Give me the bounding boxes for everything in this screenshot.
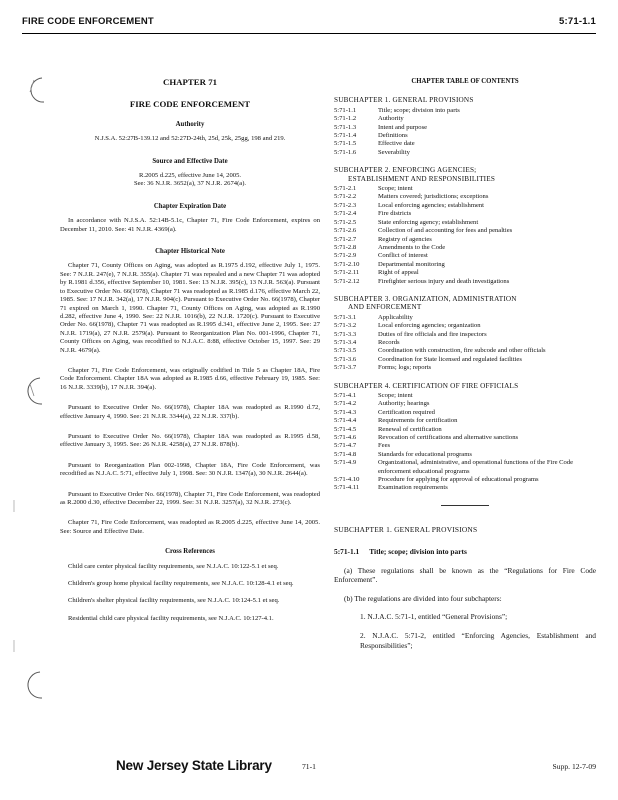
toc-entry[interactable] [334,339,596,347]
expiration-heading: Chapter Expiration Date [153,202,227,210]
toc-entry-title: Fees [378,442,391,450]
toc-entry-title: Firefighter serious injury and death investigations [378,277,510,285]
toc-entry-title: Revocation of certifications and alternative sanctions [378,434,519,442]
table-of-contents [334,96,596,492]
toc-entry-number: 5:71-1.2 [334,115,357,123]
toc-entry-number: 5:71-4.2 [334,400,357,408]
toc-entry-number: 5:71-4.3 [334,408,357,416]
toc-entry-number: 5:71-4.1 [334,392,357,399]
toc-entry[interactable] [334,484,596,492]
toc-entry-title: Effective date [378,140,415,148]
toc-entry[interactable] [334,476,596,484]
header-rule [22,33,596,34]
toc-entry-number: 5:71-3.5 [334,347,357,355]
toc-entry-title: Departmental monitoring [378,260,445,268]
toc-entry[interactable] [334,417,596,425]
supplement-date: Supp. 12-7-09 [552,762,596,771]
toc-entry-title: Coordination for State licensed and regulated facilities [378,355,522,363]
toc-entry-title: Local enforcing agencies; establishment [378,201,485,209]
toc-entry-number: 5:71-2.8 [334,243,357,251]
toc-subchapter-heading [334,295,596,312]
toc-entry-number: 5:71-1.6 [334,148,357,156]
body-subchapter-heading: SUBCHAPTER 1. GENERAL PROVISIONS [334,524,478,534]
toc-entry-title: Intent and purpose [378,123,428,131]
toc-entry-number: 5:71-4.9 [334,459,357,467]
toc-entry-title: Title; scope; division into parts [378,106,460,114]
toc-entry[interactable] [334,107,596,115]
history-paragraph: Pursuant to Executive Order No. 66(1978), Chapter 18A was readopted as R.1995 d.58, effective January 3, 1995. See: 26 N.J.R. 4258(a), 27 N.J.R. 878(b). [60,432,320,449]
toc-entry-number: 5:71-3.7 [334,364,357,372]
history-paragraph: Pursuant to Executive Order No. 66(1978), Chapter 71, Fire Code Enforcement, was readopted as R.2000 d.30, effective December 22, 1999. See: 31 N.J.R. 3257(a), 32 N.J.R. 273(c). [60,490,320,506]
toc-entry-title: Scope; intent [378,392,413,399]
source-heading: Source and Effective Date [152,157,228,165]
toc-entry-title: Scope; intent [378,185,413,193]
toc-entry[interactable] [334,124,596,132]
toc-entry-title: Matters covered; jurisdictions; exceptions [378,193,489,201]
cross-reference-item: Children's shelter physical facility requirements, see N.J.A.C. 10:124-5.1 et seq. [68,597,280,605]
toc-entry-number: 5:71-4.6 [334,434,357,442]
history-paragraph: Pursuant to Reorganization Plan 002-1998, Chapter 18A, Fire Code Enforcement, was recodified as N.J.A.C. 5:71, effective July 1, 1998. See: 30 N.J.R. 1347(a), 30 N.J.R. 2644(a). [60,461,320,478]
toc-entry-title: Renewal of certification [378,425,442,433]
toc-entry-number: 5:71-2.2 [334,193,357,201]
toc-entry-title: Authority [378,115,404,123]
toc-subchapter-heading-line: SUBCHAPTER 4. CERTIFICATION OF FIRE OFFICIALS [334,381,519,390]
toc-subchapter-heading [334,382,596,390]
history-paragraph: Chapter 71, Fire Code Enforcement, was originally codified in Title 5 as Chapter 18A, Fire Code Enforcement. Chapter 18A was adopted as R.1985 d.66, effective February 19, 1985. See: 16 N.J.R. 3339(b), 17 N.J.R. 394(a). [60,366,320,391]
toc-entry[interactable] [334,356,596,364]
history-paragraph: Chapter 71, County Offices on Aging, was adopted as R.1975 d.192, effective July 1, 1975. See: 7 N.J.R. 247(e), 7 N.J.R. 355(a). Chapter 71 was repealed and a new Chapter 71 was adopted by R.1981 d.356, effective September 10, 1981. See: 13 N.J.R. 395(c), 13 N.J.R. 563(a). Pursuant to Executive Order No. 66(1978), Chapter 71 was readopted as R.1985 d.176, effective March 22, 1985. See: 17 N.J.R. 342(a), 17 N.J.R. 904(c). Pursuant to Executive Order No. 66(1978), Chapter 71 expired on March 1, 1990. Chapter 71, County Offices on Aging, was adopted as R.1990 d.282, effective June 4, 1990. See: 22 N.J.R. 1016(b), 22 N.J.R. 1720(c). Pursuant to Executive Order No. 66(1978), Chapter 71 was readopted as R.1995 d.341, effective June 2, 1995. See: 27 N.J.R. 1719(a), 27 N.J.R. 2579(a). Pursuant to Reorganization Plan No. 001-1996, Chapter 71, County Offices on Aging, was recodified to N.J.A.C. 8:88, effective October 15, 1997. See: 29 N.J.R. 4679(a). [60,262,320,354]
toc-entry[interactable] [334,132,596,140]
toc-entry[interactable] [334,400,596,408]
toc-entry-title: Records [378,338,400,346]
library-stamp: New Jersey State Library [116,758,272,773]
body-section-number: 5:71-1.1 [334,547,360,557]
toc-entry-number: 5:71-1.5 [334,140,357,148]
toc-entry-number: 5:71-2.5 [334,218,357,226]
right-column [334,78,596,659]
toc-entry[interactable] [334,227,596,235]
source-line-1: R.2005 d.225, effective June 14, 2005. [138,172,242,180]
toc-entry[interactable] [334,202,596,210]
left-column [60,78,320,623]
toc-entry-title: Severability [378,148,410,156]
toc-entry[interactable] [334,236,596,244]
toc-entry-number: 5:71-4.10 [334,476,360,484]
toc-entry[interactable] [334,278,596,286]
toc-entry[interactable] [334,409,596,417]
toc-subchapter-heading-line: AND ENFORCEMENT [348,303,422,312]
toc-subchapter-heading-line: SUBCHAPTER 1. GENERAL PROVISIONS [334,96,474,105]
toc-entry-title: Examination requirements [378,484,448,492]
toc-entry-number: 5:71-2.1 [334,185,357,193]
binder-hole-marks [0,0,60,800]
toc-entry-title: Collection of and accounting for fees and penalties [378,227,513,235]
authority-text: N.J.S.A. 52:27B-139.12 and 52:27D-24th, 25d, 25k, 25gg, 198 and 219. [94,135,286,143]
body-section-title: Title; scope; division into parts [369,547,467,557]
toc-entry-number: 5:71-3.1 [334,313,357,321]
toc-entry[interactable] [334,442,596,450]
toc-entry-number: 5:71-4.11 [334,484,360,492]
toc-entry-number: 5:71-4.7 [334,442,357,450]
toc-entry-number: 5:71-2.9 [334,252,357,260]
toc-subchapter-heading-line: SUBCHAPTER 2. ENFORCING AGENCIES; [334,166,477,175]
toc-entry-number: 5:71-2.10 [334,260,360,268]
toc-entry[interactable] [334,252,596,260]
running-head-title: FIRE CODE ENFORCEMENT [22,16,154,27]
body-paragraph-b: (b) The regulations are divided into four subchapters: [344,593,502,603]
toc-entry-title: Applicability [378,313,413,321]
chapter-number: CHAPTER 71 [162,77,217,87]
toc-entry[interactable] [334,347,596,355]
toc-entry[interactable] [334,244,596,252]
chapter-title: FIRE CODE ENFORCEMENT [129,99,251,110]
toc-entry-title: Certification required [378,408,435,416]
toc-entry[interactable] [334,434,596,442]
toc-entry-title: Local enforcing agencies; organization [378,322,481,330]
history-heading: Chapter Historical Note [155,248,225,256]
toc-entry-number: 5:71-2.12 [334,277,360,285]
toc-entry-number: 5:71-2.6 [334,227,357,235]
cross-reference-item: Child care center physical facility requirements, see N.J.A.C. 10:122-5.1 et seq. [68,562,279,570]
toc-entry[interactable] [334,185,596,193]
toc-entry[interactable] [334,269,596,277]
cross-reference-item: Residential child care physical facility requirements, see N.J.A.C. 10:127-4.1. [68,614,274,622]
toc-entry-title: Duties of fire officials and fire inspectors [378,330,487,338]
toc-entry[interactable] [334,115,596,123]
toc-entry-number: 5:71-3.6 [334,355,357,363]
toc-entry-number: 5:71-3.4 [334,338,357,346]
toc-entry[interactable] [334,140,596,148]
toc-entry-title: Conflict of interest [378,252,428,260]
toc-entry[interactable] [334,314,596,322]
body-list-item-2: 2. N.J.A.C. 5:71-2, entitled “Enforcing Agencies, Establishment and Responsibilities”; [360,631,596,650]
toc-title: CHAPTER TABLE OF CONTENTS [411,78,519,85]
toc-entry-title: Amendments to the Code [378,243,446,251]
toc-entry-number: 5:71-3.2 [334,322,357,330]
toc-entry[interactable] [334,459,596,476]
toc-entry-title: Organizational, administrative, and operational functions of the Fire Code enforcement educational programs [378,459,574,475]
toc-entry[interactable] [334,149,596,157]
toc-entry[interactable] [334,322,596,330]
toc-entry-title: State enforcing agency; establishment [378,218,479,226]
toc-entry-number: 5:71-1.3 [334,123,357,131]
toc-entry-title: Definitions [378,132,408,140]
cross-references-heading: Cross References [165,548,215,556]
toc-list [334,185,596,286]
toc-entry-title: Requirements for certification [378,417,458,425]
toc-entry-number: 5:71-1.1 [334,106,357,114]
body-paragraph-a: (a) These regulations shall be known as the “Regulations for Fire Code Enforcement”. [334,565,596,585]
toc-entry-number: 5:71-4.8 [334,450,357,458]
toc-list [334,314,596,373]
toc-entry-title: Procedure for applying for approval of educational programs [378,476,539,484]
toc-entry-number: 5:71-2.11 [334,269,360,277]
authority-heading: Authority [175,120,205,128]
body-section-heading [334,548,596,556]
history-paragraph: Pursuant to Executive Order No. 66(1978), Chapter 18A was readopted as R.1990 d.72, effective January 4, 1990. See: 21 N.J.R. 3344(a), 22 N.J.R. 337(b). [60,404,320,420]
toc-subchapter-heading [334,96,596,104]
toc-entry-number: 5:71-1.4 [334,132,357,140]
toc-entry-title: Fire districts [378,210,412,218]
toc-entry-number: 5:71-2.3 [334,201,357,209]
page-footer [0,752,618,782]
toc-entry-number: 5:71-4.5 [334,425,357,433]
toc-entry[interactable] [334,261,596,269]
toc-entry-title: Authority; hearings [378,400,430,408]
toc-entry[interactable] [334,451,596,459]
toc-entry[interactable] [334,193,596,201]
toc-subchapter-heading-line: ESTABLISHMENT AND RESPONSIBILITIES [348,174,496,183]
toc-list [334,107,596,157]
section-divider [441,505,489,506]
toc-entry-title: Standards for educational programs [378,450,472,458]
toc-entry[interactable] [334,364,596,372]
toc-subchapter-heading [334,166,596,183]
toc-entry-title: Right of appeal [378,269,419,277]
toc-entry[interactable] [334,392,596,400]
toc-entry-title: Forms; logs; reports [378,364,432,372]
toc-entry-title: Registry of agencies [378,235,432,243]
expiration-text: In accordance with N.J.S.A. 52:14B-5.1c, Chapter 71, Fire Code Enforcement, expires on December 11, 2010. See: 41 N.J.R. 4369(a). [60,217,320,233]
cross-reference-item: Children's group home physical facility requirements, see N.J.A.C. 10:128-4.1 et seq. [68,580,294,588]
toc-entry[interactable] [334,219,596,227]
running-head-section: 5:71-1.1 [559,16,596,27]
toc-entry-number: 5:71-4.4 [334,417,357,425]
toc-list [334,392,596,493]
toc-entry-number: 5:71-3.3 [334,330,357,338]
toc-entry[interactable] [334,426,596,434]
toc-entry-number: 5:71-2.7 [334,235,357,243]
toc-entry-number: 5:71-2.4 [334,210,357,218]
toc-entry-title: Coordination with construction, fire subcode and other officials [378,347,546,355]
body-list-item-1: 1. N.J.A.C. 5:71-1, entitled “General Provisions”; [360,612,508,622]
page-number: 71-1 [302,762,316,771]
toc-subchapter-heading-line: SUBCHAPTER 3. ORGANIZATION, ADMINISTRATION [334,294,517,303]
history-paragraph: Chapter 71, Fire Code Enforcement, was readopted as R.2005 d.225, effective June 14, 2005. See: Source and Effective Date. [60,519,320,535]
source-line-2: See: 36 N.J.R. 3652(a), 37 N.J.R. 2674(a). [133,180,247,188]
toc-entry[interactable] [334,331,596,339]
toc-entry[interactable] [334,210,596,218]
